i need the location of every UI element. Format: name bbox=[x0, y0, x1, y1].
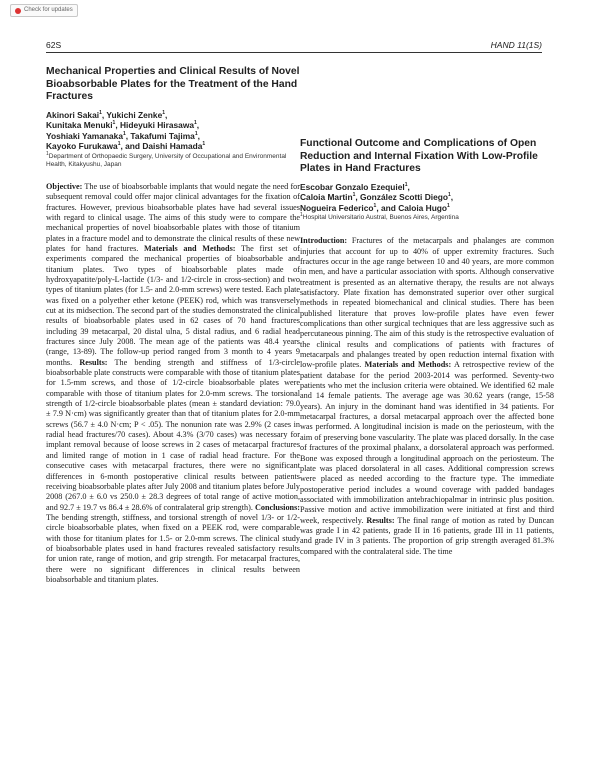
article2-affiliation: $^1$Hospital Universitario Austral, Buenos Aires, Argentina bbox=[300, 212, 459, 222]
author: Akinori Sakai bbox=[46, 109, 100, 120]
author: Daishi Hamada bbox=[142, 141, 203, 152]
right-column bbox=[300, 138, 554, 557]
badge-label: Check for updates bbox=[24, 7, 73, 13]
author: Nogueira Federico bbox=[300, 202, 374, 213]
article1-title: Mechanical Properties and Clinical Results of Novel Bioabsorbable Plates for the Treatment of the Hand Fractures bbox=[46, 66, 300, 102]
page-number: 62S bbox=[46, 40, 62, 50]
article1-abstract: Objective: The use of bioabsorbable implants that would negate the need for subsequent removal could offer major clinical advantages for the fixation of fractures. However, previous bioabsorbable plates have had several issues with regard to clinical usage. The aims of this study were to compare the mechanical properties of novel bioabsorbable plates with those of titanium plates in a fracture model and to demonstrate the clinical results of these new plates for hand fractures. Materials and Methods: The first set of experiments compared the mechanical properties of bioabsorbable and titanium plates. Two types of bioabsorbable plates made of hydroxyapatite/poly-L-lactide (1/3- and 1/2-circle in cross-section) and two types of titanium plates (for 1.5- and 2.0-mm screws) were tested. Each plate was fixed on a polyether ether ketone (PEEK) rod, which was transversely cut at its midsection. The second part of the studies demonstrated the clinical results of bioabsorbable plates used in 62 cases of 70 hand fractures including 39 metacarpal, 20 distal ulna, 5 distal radius, and 6 radial head fractures since July 2008. The mean age of the patients was 48.4 years (range, 13-89). The follow-up period ranged from 3 month to 4 years 9 months. Results: The bending strength and stiffness of 1/3-circle bioabsorbable plate constructs were comparable with those of titanium plates for 1.5-mm screws, and those of 1/2-circle bioabsorbable plates were comparable with those of titanium plates for 2.0-mm screws. The torsional strength of 1/2-circle bioabsorbable plates (mean ± standard deviation: 79.0 ± 7.9 N·cm) was significantly greater than that of titanium plates for 2.0-mm screws (56.7 ± 4.0 N·cm; P < .05). The nonunion rate was 2.9% (2 cases in radial head fractures/70 cases). About 4.3% (3/70 cases) was necessary for implant removal because of loose screws in 2 cases of metacarpal fractures and limited range of motion in 1 case of radial head fracture. For the consecutive cases with metacarpal fractures, there were no significant differences in 6-month postoperative clinical results between patients receiving bioabsorbable plates after July 2008 and titanium plates before July 2008 (267.0 ± 6.0 vs 250.0 ± 28.3 degrees of total range of active motion, and 92.7 ± 19.7 vs 86.4 ± 28.6% of contralateral grip strength). Conclusions: The bending strength, stiffness, and torsional strength of novel 1/3- or 1/2-circle bioabsorbable plates, when fixed on a PEEK rod, were comparable with those for titanium plates for 1.5- or 2.0-mm screws. The clinical study of bioabsorbable plates used in hand fractures revealed satisfactory results for union rate, range of motion, and grip strength. For metacarpal fractures, there were no significant differences in clinical results between bioabsorbable and titanium plates. bbox=[46, 181, 301, 584]
author: Kunitaka Menuki bbox=[46, 120, 113, 131]
author: Escobar Gonzalo Ezequiel bbox=[300, 181, 405, 192]
author: Yoshiaki Yamanaka bbox=[46, 130, 123, 141]
article1-authors: Akinori Sakai$^1$, Yukichi Zenke$^1$, Kunitaka Menuki$^1$, Hideyuki Hirasawa$^1$, Yoshiaki Yamanaka$^1$, Takafumi Tajima$^1$, Kayoko Furukawa$^1$, and Daishi Hamada$^1$ bbox=[46, 109, 206, 152]
article2-authors: Escobar Gonzalo Ezequiel$^1$, Caloia Martin$^1$, González Scotti Diego$^1$, Nogueira Federico$^1$, and Caloia Hugo$^1$ bbox=[300, 181, 454, 213]
article2-title: Functional Outcome and Complications of Open Reduction and Internal Fixation With Low-Profile Plates in Hand Fractures bbox=[300, 138, 538, 174]
update-icon bbox=[15, 8, 21, 14]
article2-abstract: Introduction: Fractures of the metacarpals and phalanges are common injuries that account for up to 40% of upper extremity fractures. Such fractures occur in the age range between 10 and 40 years, are more common in men, and have a particular association with sports. Although conservative treatment is presented as an alternative therapy, the results are not always satisfactory. Plate fixation has demonstrated superior over other surgical methods in repeated biomechanical and clinical studies. There has been published literature that proves low-profile plates have even fewer complications than other surgical techniques that are less aggressive such as percutaneous pinning. The aim of this study is the retrospective evaluation of the clinical results and complications of patients with fractures of metacarpals and phalanges treated by open reduction internal fixation with low-profile plates. Materials and Methods: A retrospective review of the patient database for the period 2003-2014 was performed. Seventy-two patients who met the inclusion criteria were obtained. We identified 62 male and 14 female patients. The average age was 30.62 years (range, 15-58 years). An injury in the dominant hand was identified in 34 patients. For metacarpal fractures, a dorsal metacarpal approach over the affected bone was performed. A longitudinal incision is made on the periosteum, with the aim of preserving bone vascularity. The plate was placed dorsally. In the case of fractures of the proximal phalanx, a dorsolateral approach was performed. Bone was exposed through a longitudinal approach on the periosteum. The plate was placed dorsolateral in all cases. Additional compression screws were placed as needed according to the fracture type. The immediate postoperative period includes a wound coverage with padded bandages associated with immobilization antebrachiopalmar in intrinsic plus position. Passive motion and active immobilization were initiated at first and third week, respectively. Results: The final range of motion as rated by Duncan was grade I in 42 patients, grade II in 16 patients, grade III in 11 patients, and grade IV in 3 patients. The proportion of grip strength averaged 81.3% compared with the contralateral side. The time bbox=[300, 236, 555, 556]
left-column bbox=[46, 66, 300, 585]
author: Caloia Martin bbox=[300, 192, 353, 203]
article1-affiliation: $^1$Department of Orthopaedic Surgery, University of Occupational and Environmental Health, Kitakyushu, Japan bbox=[46, 150, 287, 168]
check-for-updates-badge[interactable] bbox=[10, 4, 78, 17]
author: Kayoko Furukawa bbox=[46, 141, 118, 152]
header-rule bbox=[46, 52, 542, 53]
author: González Scotti Diego bbox=[360, 192, 448, 203]
author: Yukichi Zenke bbox=[106, 109, 163, 120]
journal-header: HAND 11(1S) bbox=[490, 40, 542, 50]
author: Caloia Hugo bbox=[398, 202, 448, 213]
author: Takafumi Tajima bbox=[130, 130, 195, 141]
author: Hideyuki Hirasawa bbox=[119, 120, 194, 131]
